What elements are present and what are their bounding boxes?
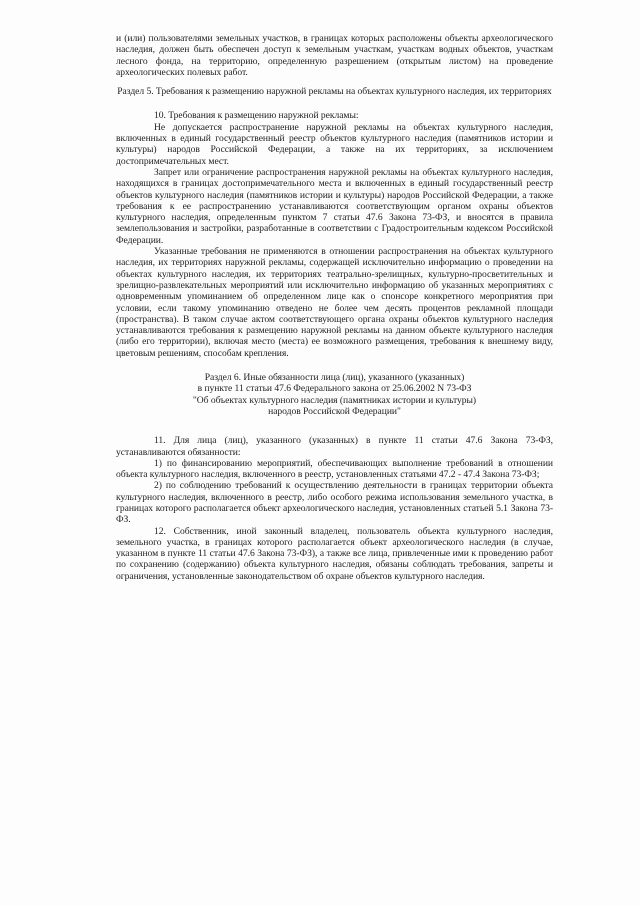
item-11-paragraph-1: 1) по финансированию мероприятий, обеспечивающих выполнение требований в отношении объекта культурного наследия, включенного в реестр, установленных статьями 47.2 - 47.4 Закона 73-ФЗ; — [116, 457, 553, 481]
section-6-title-line-4: народов Российской Федерации" — [268, 405, 401, 417]
intro-paragraph: и (или) пользователями земельных участков, в границах которых расположены объекты археологического наследия, должен быть обеспечен доступ к земельным участкам, участкам водных объектов, участкам лесного фонда, на территорию, определенную разрешением (открытым листом) на проведение археологических полевых работ. — [116, 33, 553, 78]
document-body — [116, 33, 553, 582]
item-11-paragraph-2: 2) по соблюдению требований к осуществлению деятельности в границах территории объекта культурного наследия, включенного в реестр, либо особого режима использования земельного участка, в границах которого располагается объект археологического наследия, установленных статьей 5.1 Закона 73-ФЗ. — [116, 480, 553, 526]
section-6-title-line-2: в пункте 11 статьи 47.6 Федерального закона от 25.06.2002 N 73-ФЗ — [197, 383, 472, 395]
item-12-paragraph: 12. Собственник, иной законный владелец, пользователь объекта культурного наследия, земельного участка, в границах которого располагается объект археологического наследия (в случае, указанном в пункте 11 статьи 47.6 Закона 73-ФЗ), а также все лица, привлеченные ими к проведению работ по сохранению (содержанию) объекта культурного наследия, обязаны соблюдать требования, запреты и ограничения, установленные законодательством об охране объектов культурного наследия. — [116, 525, 553, 582]
item-10-heading: 10. Требования к размещению наружной рекламы: — [154, 110, 359, 122]
section-6-title-line-3: "Об объектах культурного наследия (памятниках истории и культуры) — [192, 394, 477, 406]
section-5-title: Раздел 5. Требования к размещению наружной рекламы на объектах культурного наследия, их территориях — [117, 86, 552, 98]
section-6-title-line-1: Раздел 6. Иные обязанности лица (лиц), указанного (указанных) — [204, 372, 465, 384]
item-11-intro: 11. Для лица (лиц), указанного (указанных) в пункте 11 статьи 47.6 Закона 73-ФЗ, устанавливаются обязанности: — [116, 435, 553, 458]
item-10-paragraph-2: Запрет или ограничение распространения наружной рекламы на объектах культурного наследия, находящихся в границах достопримечательного места и включенных в единый государственный реестр объектов культурного наследия (памятников истории и культуры) народов Российской Федерации, а также требования к ее распространению устанавливаются соответствующим органом охраны объектов культурного наследия, определенным пунктом 7 статьи 47.6 Закона 73-ФЗ, и вносятся в правила землепользования и застройки, разработанные в соответствии с Градостроительным кодексом Российской Федерации. — [116, 166, 553, 246]
item-10-paragraph-3: Указанные требования не применяются в отношении распространения на объектах культурного наследия, их территориях наружной рекламы, содержащей исключительно информацию о проведении на объектах культурного наследия, их территориях театрально-зрелищных, культурно-просветительных и зрелищно-развлекательных мероприятий или исключительно информацию об указанных мероприятиях с одновременным упоминанием об определенном лице как о спонсоре конкретного мероприятия при условии, если такому упоминанию отведено не более чем десять процентов рекламной площади (пространства). В таком случае актом соответствующего органа охраны объектов культурного наследия устанавливаются требования к размещению наружной рекламы на данном объекте культурного наследия (либо его территории), включая место (места) ее возможного размещения, требования к внешнему виду, цветовым решениям, способам крепления. — [116, 246, 553, 359]
item-10-paragraph-1: Не допускается распространение наружной рекламы на объектах культурного наследия, включенных в единый государственный реестр объектов культурного наследия (памятников истории и культуры) народов Российской Федерации, а также на их территориях, за исключением достопримечательных мест. — [116, 121, 553, 167]
